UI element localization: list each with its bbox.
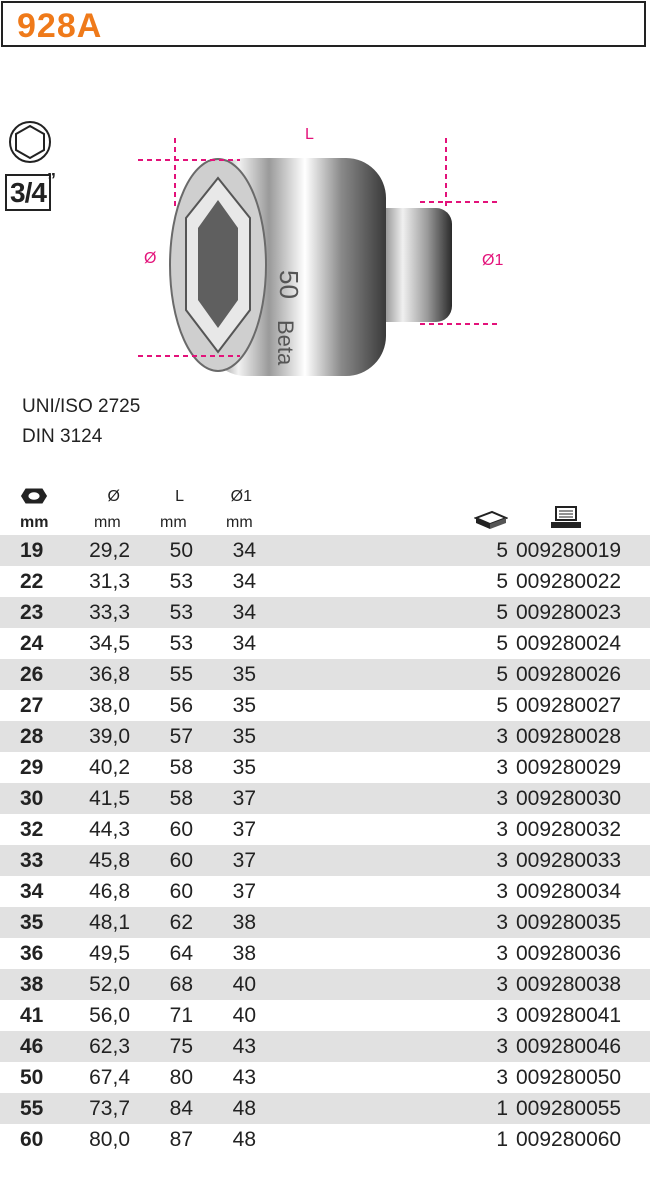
cell-l: 57 <box>169 725 193 748</box>
cell-d: 46,8 <box>89 880 130 903</box>
cell-l: 75 <box>169 1035 193 1058</box>
cell-qty: 3 <box>496 880 508 903</box>
cell-code: 009280028 <box>516 725 622 748</box>
cell-size: 29 <box>20 756 44 779</box>
table-row <box>0 1000 650 1031</box>
unit-d: mm <box>94 514 121 531</box>
cell-code: 009280036 <box>516 942 622 965</box>
cell-d1: 38 <box>232 942 256 965</box>
cell-code: 009280030 <box>516 787 622 810</box>
cell-d: 56,0 <box>89 1004 130 1027</box>
dimension-label-l: L <box>305 126 314 143</box>
cell-qty: 5 <box>496 632 508 655</box>
cell-qty: 5 <box>496 570 508 593</box>
table-row <box>0 1062 650 1093</box>
table-row <box>0 969 650 1000</box>
cell-d: 52,0 <box>89 973 130 996</box>
cell-l: 60 <box>169 880 193 903</box>
cell-code: 009280060 <box>516 1128 622 1151</box>
cell-d1: 37 <box>232 787 256 810</box>
cell-l: 53 <box>169 632 193 655</box>
cell-l: 68 <box>169 973 193 996</box>
product-table <box>0 535 650 1155</box>
column-header-d1: Ø1 <box>230 488 252 505</box>
page-title: 928A <box>17 7 103 45</box>
cell-d: 45,8 <box>89 849 130 872</box>
column-header-d: Ø <box>107 488 120 505</box>
cell-l: 50 <box>169 539 193 562</box>
cell-size: 50 <box>20 1066 44 1089</box>
nut-icon <box>20 486 48 506</box>
cell-l: 56 <box>169 694 193 717</box>
cell-code: 009280034 <box>516 880 622 903</box>
cell-d: 36,8 <box>89 663 130 686</box>
cell-l: 84 <box>169 1097 193 1120</box>
cell-size: 23 <box>20 601 44 624</box>
cell-code: 009280024 <box>516 632 622 655</box>
cell-d1: 34 <box>232 539 256 562</box>
cell-l: 62 <box>169 911 193 934</box>
cell-d1: 37 <box>232 880 256 903</box>
cell-qty: 3 <box>496 725 508 748</box>
table-row <box>0 907 650 938</box>
column-header-l: L <box>175 488 184 505</box>
cell-d: 62,3 <box>89 1035 130 1058</box>
cell-size: 24 <box>20 632 44 655</box>
drive-size-badge <box>5 170 56 211</box>
unit-l: mm <box>160 514 187 531</box>
svg-text:Beta: Beta <box>273 320 298 366</box>
cell-d1: 40 <box>232 973 256 996</box>
cell-d1: 48 <box>232 1128 256 1151</box>
hexagon-icon <box>8 120 52 164</box>
table-row <box>0 566 650 597</box>
cell-d1: 38 <box>232 911 256 934</box>
cell-size: 60 <box>20 1128 44 1151</box>
cell-d: 41,5 <box>89 787 130 810</box>
cell-l: 87 <box>169 1128 193 1151</box>
table-row <box>0 659 650 690</box>
unit-size: mm <box>20 514 49 531</box>
cell-d1: 34 <box>232 570 256 593</box>
cell-d: 67,4 <box>89 1066 130 1089</box>
cell-qty: 5 <box>496 539 508 562</box>
table-row <box>0 845 650 876</box>
cell-size: 30 <box>20 787 44 810</box>
cell-qty: 1 <box>496 1097 508 1120</box>
cell-qty: 3 <box>496 1004 508 1027</box>
cell-l: 53 <box>169 570 193 593</box>
computer-icon <box>550 506 582 530</box>
cell-size: 28 <box>20 725 44 748</box>
cell-d1: 35 <box>232 694 256 717</box>
cell-qty: 3 <box>496 1066 508 1089</box>
cell-size: 19 <box>20 539 44 562</box>
cell-qty: 3 <box>496 849 508 872</box>
cell-d1: 34 <box>232 601 256 624</box>
cell-l: 64 <box>169 942 193 965</box>
cell-code: 009280046 <box>516 1035 622 1058</box>
table-row <box>0 1093 650 1124</box>
cell-d1: 35 <box>232 756 256 779</box>
cell-d1: 48 <box>232 1097 256 1120</box>
cell-d1: 43 <box>232 1066 256 1089</box>
table-row <box>0 752 650 783</box>
package-icon <box>474 508 508 530</box>
cell-size: 55 <box>20 1097 44 1120</box>
dimension-label-d: Ø <box>144 250 157 267</box>
cell-code: 009280050 <box>516 1066 622 1089</box>
cell-d: 49,5 <box>89 942 130 965</box>
cell-qty: 5 <box>496 663 508 686</box>
svg-text:50: 50 <box>274 270 304 299</box>
standard-din: DIN 3124 <box>22 426 103 447</box>
cell-code: 009280038 <box>516 973 622 996</box>
table-row <box>0 690 650 721</box>
cell-code: 009280019 <box>516 539 622 562</box>
cell-qty: 3 <box>496 942 508 965</box>
cell-size: 33 <box>20 849 44 872</box>
table-row <box>0 783 650 814</box>
socket-photo <box>130 120 510 380</box>
cell-qty: 1 <box>496 1128 508 1151</box>
cell-d: 48,1 <box>89 911 130 934</box>
cell-qty: 3 <box>496 973 508 996</box>
cell-d1: 43 <box>232 1035 256 1058</box>
cell-qty: 3 <box>496 756 508 779</box>
cell-code: 009280027 <box>516 694 622 717</box>
standard-uni-iso: UNI/ISO 2725 <box>22 396 141 417</box>
cell-code: 009280032 <box>516 818 622 841</box>
cell-l: 55 <box>169 663 193 686</box>
table-row <box>0 876 650 907</box>
title-box <box>1 1 646 47</box>
cell-d1: 35 <box>232 725 256 748</box>
cell-size: 46 <box>20 1035 44 1058</box>
cell-d: 73,7 <box>89 1097 130 1120</box>
table-row <box>0 938 650 969</box>
cell-d1: 34 <box>232 632 256 655</box>
cell-code: 009280026 <box>516 663 622 686</box>
cell-code: 009280033 <box>516 849 622 872</box>
cell-d: 31,3 <box>89 570 130 593</box>
table-row <box>0 814 650 845</box>
table-row <box>0 597 650 628</box>
table-row <box>0 1124 650 1155</box>
cell-l: 58 <box>169 756 193 779</box>
cell-d1: 35 <box>232 663 256 686</box>
cell-code: 009280035 <box>516 911 622 934</box>
cell-size: 35 <box>20 911 44 934</box>
cell-qty: 3 <box>496 818 508 841</box>
cell-l: 60 <box>169 818 193 841</box>
cell-size: 34 <box>20 880 44 903</box>
unit-d1: mm <box>226 514 253 531</box>
cell-size: 41 <box>20 1004 44 1027</box>
cell-size: 27 <box>20 694 44 717</box>
drive-size-value: 3/4 <box>5 174 51 211</box>
cell-d1: 37 <box>232 818 256 841</box>
cell-d: 38,0 <box>89 694 130 717</box>
drive-size-mark: ” <box>47 170 56 190</box>
cell-code: 009280029 <box>516 756 622 779</box>
cell-l: 53 <box>169 601 193 624</box>
cell-qty: 5 <box>496 694 508 717</box>
cell-l: 58 <box>169 787 193 810</box>
cell-qty: 3 <box>496 787 508 810</box>
table-row <box>0 628 650 659</box>
cell-d: 34,5 <box>89 632 130 655</box>
dimension-label-d1: Ø1 <box>482 252 504 269</box>
cell-d: 80,0 <box>89 1128 130 1151</box>
table-row <box>0 1031 650 1062</box>
cell-d: 44,3 <box>89 818 130 841</box>
cell-qty: 5 <box>496 601 508 624</box>
cell-d: 40,2 <box>89 756 130 779</box>
cell-d: 33,3 <box>89 601 130 624</box>
cell-code: 009280023 <box>516 601 622 624</box>
cell-size: 32 <box>20 818 44 841</box>
standards-list <box>22 392 140 452</box>
cell-d1: 37 <box>232 849 256 872</box>
cell-code: 009280022 <box>516 570 622 593</box>
cell-qty: 3 <box>496 911 508 934</box>
cell-size: 22 <box>20 570 44 593</box>
cell-code: 009280055 <box>516 1097 622 1120</box>
cell-l: 71 <box>169 1004 193 1027</box>
cell-size: 36 <box>20 942 44 965</box>
cell-code: 009280041 <box>516 1004 622 1027</box>
cell-d: 39,0 <box>89 725 130 748</box>
cell-l: 80 <box>169 1066 193 1089</box>
cell-l: 60 <box>169 849 193 872</box>
cell-size: 26 <box>20 663 44 686</box>
cell-d1: 40 <box>232 1004 256 1027</box>
table-row <box>0 721 650 752</box>
cell-qty: 3 <box>496 1035 508 1058</box>
cell-size: 38 <box>20 973 44 996</box>
cell-d: 29,2 <box>89 539 130 562</box>
table-row <box>0 535 650 566</box>
